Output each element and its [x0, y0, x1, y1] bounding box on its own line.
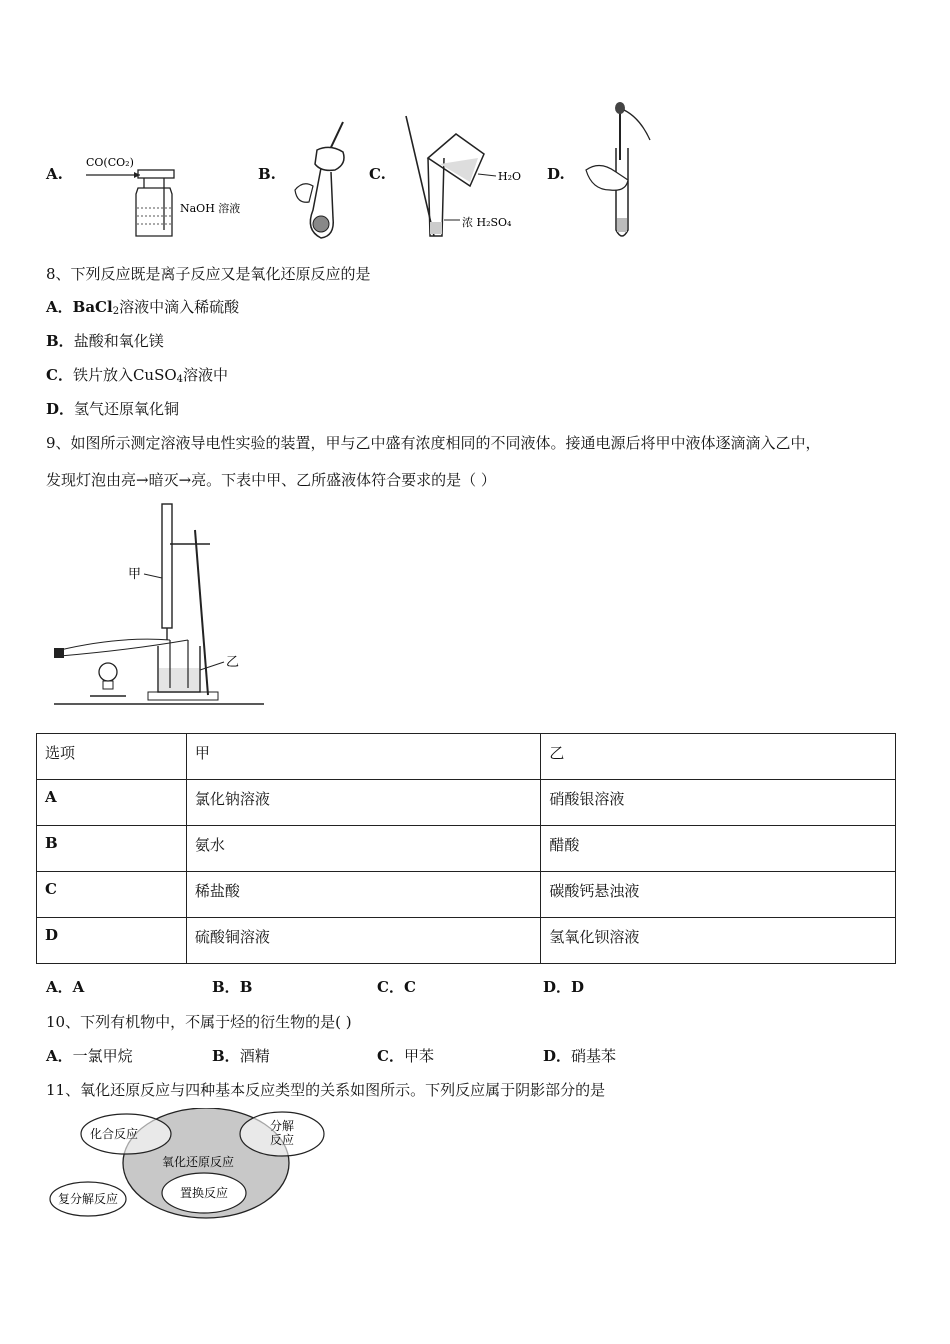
table-cell: C — [37, 872, 187, 918]
table-cell: 氢氧化钡溶液 — [541, 918, 896, 964]
q8-option-c: C．铁片放入CuSO$_4$溶液中 — [46, 366, 229, 385]
q10-stem: 10、下列有机物中，不属于烃的衍生物的是( ) — [46, 1013, 352, 1031]
table-header-cell: 乙 — [541, 734, 896, 780]
redox-label: 氧化还原反应 — [162, 1155, 235, 1169]
acid-label: 浓 H₂SO₄ — [462, 216, 512, 229]
table-row — [37, 780, 896, 826]
table-cell: 氨水 — [186, 826, 541, 872]
q9-answer-a: A．A — [46, 978, 85, 996]
water-label: H₂O — [498, 170, 522, 183]
q9-answer-c: C．C — [377, 978, 416, 996]
gas-label: CO(CO₂) — [86, 156, 134, 169]
table-header-cell: 甲 — [186, 734, 541, 780]
acid-dilution-figure — [400, 112, 540, 247]
table-cell: 稀盐酸 — [186, 872, 541, 918]
q7-option-c-label: C. — [369, 165, 386, 183]
conductivity-apparatus-figure — [50, 500, 270, 712]
q8-option-b: B．盐酸和氧化镁 — [46, 332, 164, 350]
q8-option-a: A．BaCl$_2$溶液中滴入稀硫酸 — [46, 298, 240, 317]
q7-option-d-label: D. — [547, 165, 565, 183]
table-cell: 碳酸钙悬浊液 — [541, 872, 896, 918]
jia-label: 甲 — [128, 567, 142, 582]
hand-flask-figure — [285, 120, 365, 245]
combination-label: 化合反应 — [90, 1127, 139, 1141]
q9-answer-b: B．B — [212, 978, 253, 996]
q10-answer-c: C．甲苯 — [377, 1047, 434, 1065]
gas-washing-bottle-figure — [80, 150, 250, 245]
q9-options-table — [36, 733, 896, 964]
decomposition-label-2: 反应 — [269, 1133, 295, 1147]
table-row — [37, 872, 896, 918]
q9-stem-line1: 9、如图所示测定溶液导电性实验的装置，甲与乙中盛有浓度相同的不同液体。接通电源后将甲中液体逐滴滴入乙中， — [46, 434, 821, 452]
table-header-row — [37, 734, 896, 780]
decomposition-label-1: 分解 — [269, 1119, 295, 1133]
q8-stem: 8、下列反应既是离子反应又是氧化还原反应的是 — [46, 265, 371, 283]
table-cell: 硫酸铜溶液 — [186, 918, 541, 964]
table-cell: B — [37, 826, 187, 872]
q9-answer-d: D．D — [543, 978, 585, 996]
table-header-cell: 选项 — [37, 734, 187, 780]
q10-answer-d: D．硝基苯 — [543, 1047, 617, 1065]
double-decomposition-label: 复分解反应 — [57, 1192, 119, 1206]
table-cell: 醋酸 — [541, 826, 896, 872]
dropper-test-tube-figure — [580, 100, 670, 245]
q10-answer-b: B．酒精 — [212, 1047, 270, 1065]
q11-stem: 11、氧化还原反应与四种基本反应类型的关系如图所示。下列反应属于阴影部分的是 — [46, 1081, 606, 1099]
liquid-label: NaOH 溶液 — [180, 202, 241, 215]
table-row — [37, 826, 896, 872]
q10-answer-a: A．一氯甲烷 — [46, 1047, 133, 1065]
yi-label: 乙 — [226, 655, 240, 670]
table-cell: A — [37, 780, 187, 826]
table-cell: 氯化钠溶液 — [186, 780, 541, 826]
q7-option-a-label: A. — [46, 165, 63, 183]
q7-option-b-label: B. — [258, 165, 276, 183]
table-cell: 硝酸银溶液 — [541, 780, 896, 826]
table-row — [37, 918, 896, 964]
q8-option-d: D．氢气还原氧化铜 — [46, 400, 180, 418]
q9-stem-line2: 发现灯泡由亮→暗灭→亮。下表中甲、乙所盛液体符合要求的是（ ） — [46, 471, 496, 489]
reaction-venn-diagram — [46, 1108, 336, 1223]
table-cell: D — [37, 918, 187, 964]
replacement-label: 置换反应 — [179, 1186, 229, 1200]
